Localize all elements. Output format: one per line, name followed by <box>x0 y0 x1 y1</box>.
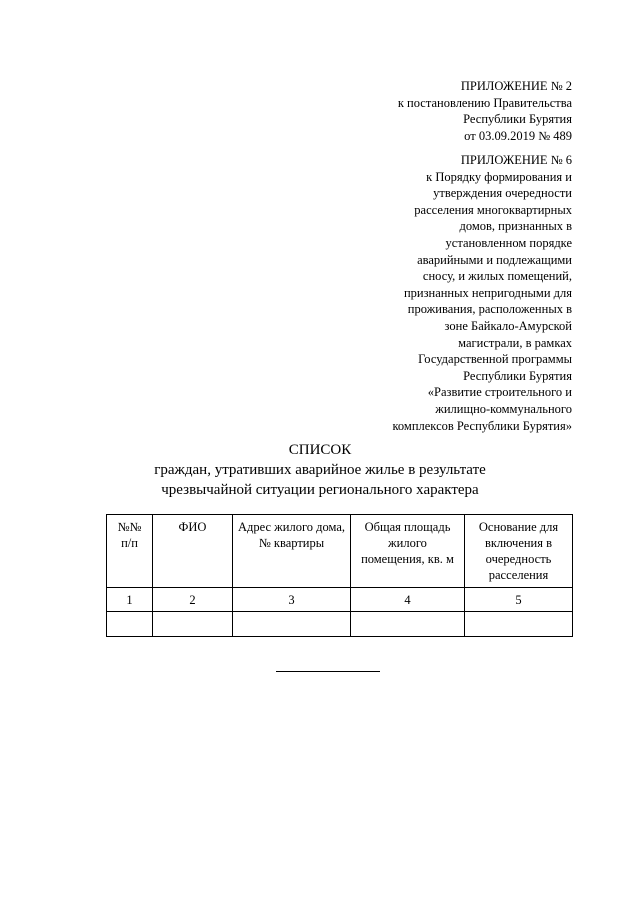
appendix-sub-line: Республики Бурятия <box>463 368 572 383</box>
appendix-sub-line: аварийными и подлежащими <box>417 252 572 267</box>
appendix-main-line: Республики Бурятия <box>463 112 572 127</box>
appendix-main-block <box>398 78 572 144</box>
appendix-sub-line: комплексов Республики Бурятия» <box>392 418 572 433</box>
appendix-main-line: ПРИЛОЖЕНИЕ № 2 <box>460 79 572 93</box>
column-number-cell: 2 <box>153 588 233 612</box>
appendix-sub-line: утверждения очередности <box>433 186 572 201</box>
document-title <box>0 440 640 500</box>
appendix-sub-line: ПРИЛОЖЕНИЕ № 6 <box>460 153 572 167</box>
column-number-cell: 3 <box>233 588 351 612</box>
appendix-sub-block <box>392 152 572 434</box>
appendix-sub-line: расселения многоквартирных <box>414 202 572 217</box>
appendix-sub-line: зоне Байкало-Амурской <box>444 318 572 333</box>
table-cell <box>351 612 465 637</box>
citizens-list-table <box>106 514 573 637</box>
appendix-sub-line: домов, признанных в <box>459 219 572 234</box>
appendix-main-line: к постановлению Правительства <box>397 95 572 110</box>
table-row <box>107 612 573 637</box>
column-header-basis: Основание для включения в очередность расселения <box>465 515 573 588</box>
appendix-sub-line: к Порядку формирования и <box>426 169 572 184</box>
column-header-address: Адрес жилого дома, № квартиры <box>233 515 351 588</box>
title-heading: СПИСОК <box>288 442 352 458</box>
column-header-area: Общая площадь жилого помещения, кв. м <box>351 515 465 588</box>
table-header-row <box>107 515 573 588</box>
appendix-main-line: от 03.09.2019 № 489 <box>464 128 572 143</box>
appendix-sub-line: Государственной программы <box>418 352 572 367</box>
appendix-sub-line: «Развитие строительного и <box>427 385 572 400</box>
table-cell <box>233 612 351 637</box>
column-header-fio: ФИО <box>153 515 233 588</box>
table-cell <box>465 612 573 637</box>
column-number-cell: 1 <box>107 588 153 612</box>
appendix-sub-line: установленном порядке <box>445 235 572 250</box>
appendix-sub-line: признанных непригодными для <box>403 285 572 300</box>
column-number-cell: 5 <box>465 588 573 612</box>
title-line: граждан, утративших аварийное жилье в результате <box>154 462 486 478</box>
appendix-sub-line: магистрали, в рамках <box>458 335 572 350</box>
table-cell <box>107 612 153 637</box>
appendix-sub-line: жилищно-коммунального <box>435 401 572 416</box>
end-divider-line <box>276 671 380 672</box>
table-column-number-row <box>107 588 573 612</box>
appendix-sub-line: проживания, расположенных в <box>407 302 572 317</box>
appendix-sub-line: сносу, и жилых помещений, <box>422 269 572 284</box>
column-number-cell: 4 <box>351 588 465 612</box>
column-header-number: №№ п/п <box>107 515 153 588</box>
table-cell <box>153 612 233 637</box>
title-line: чрезвычайной ситуации регионального характера <box>161 482 479 498</box>
